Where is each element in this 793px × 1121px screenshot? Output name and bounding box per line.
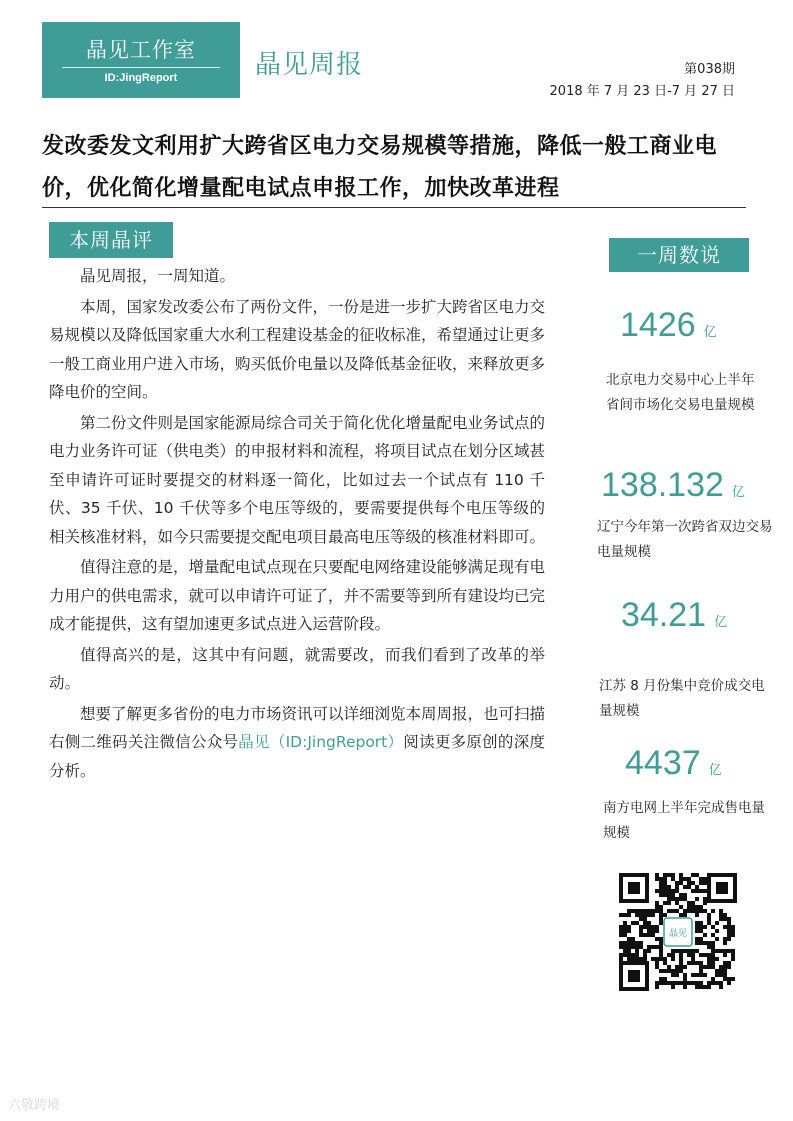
section-label-weekly-numbers: 一周数说 [609,238,749,272]
logo-box [42,22,240,98]
logo-divider [62,67,220,68]
logo-id: ID:JingReport [104,72,178,84]
stat-unit: 亿 [714,615,728,630]
qr-code[interactable] [619,873,737,991]
paragraph: 第二份文件则是国家能源局综合司关于简化优化增量配电业务试点的电力业务许可证（供电类）的申报材料和流程，将项目试点在划分区域甚至申请许可证时要提交的材料逐一简化，比如过去一个试点有 110 千伏、35 千伏、10 千伏等多个电压等级的，要需要提供每个电压等级的相关核准材料，如今只需要提交配电项目最高电压等级的核准材料即可。 [49,413,546,546]
paragraph-text: 阅读更多原创的深度分析。 [49,733,545,780]
stat-description: 江苏 8 月份集中竞价成交电量规模 [599,678,765,719]
date-range: 2018 年 7 月 23 日-7 月 27 日 [549,84,735,99]
stat-number: 1426 [620,306,696,344]
account-link[interactable]: 晶见（ID:JingReport） [238,733,404,751]
stat-number: 4437 [625,744,701,782]
paragraph-last [49,700,545,786]
paragraph: 值得注意的是，增量配电试点现在只要配电网络建设能够满足现有电力用户的供电需求，就可以申请许可证了，并不需要等到所有建设均已完成才能提供，这有望加速更多试点进入运营阶段。 [49,558,546,633]
stat-value [625,744,722,783]
stat-description: 北京电力交易中心上半年省间市场化交易电量规模 [606,372,755,413]
stat-number: 138.132 [601,466,724,504]
paragraph-text: 想要了解更多省份的电力市场资讯可以详细浏览本周周报，也可扫描右侧二维码关注微信公众号 [49,704,546,751]
stat-unit: 亿 [708,763,722,778]
issue-number: 第038期 [684,62,735,77]
stat-unit: 亿 [703,325,717,340]
logo-title: 晶见工作室 [86,38,196,62]
section-label-weekly-review: 本周晶评 [49,222,173,258]
paragraph: 本周，国家发改委公布了两份文件，一份是进一步扩大跨省区电力交易规模以及降低国家重大水利工程建设基金的征收标准，希望通过让更多一般工商业用户进入市场，购买低价电量以及降低基金征收，来释放更多降电价的空间。 [49,297,546,401]
paragraph: 晶见周报，一周知道。 [80,267,236,285]
stat-description: 辽宁今年第一次跨省双边交易电量规模 [597,519,773,560]
watermark: 六敬跨境 [8,1098,61,1113]
report-name: 晶见周报 [255,50,364,80]
headline-divider [42,207,746,208]
qr-center-label: 晶见 [668,929,688,939]
stat-unit: 亿 [731,485,745,500]
stat-number: 34.21 [621,596,707,634]
stat-value [621,596,727,635]
headline: 发改委发文利用扩大跨省区电力交易规模等措施，降低一般工商业电价，优化简化增量配电试点申报工作，加快改革进程 [42,134,718,201]
paragraph: 值得高兴的是，这其中有问题，就需要改，而我们看到了改革的举动。 [49,645,545,692]
stat-value [601,466,745,505]
stat-value [620,306,717,345]
article-body [49,262,545,787]
stat-description: 南方电网上半年完成售电量规模 [603,800,765,841]
